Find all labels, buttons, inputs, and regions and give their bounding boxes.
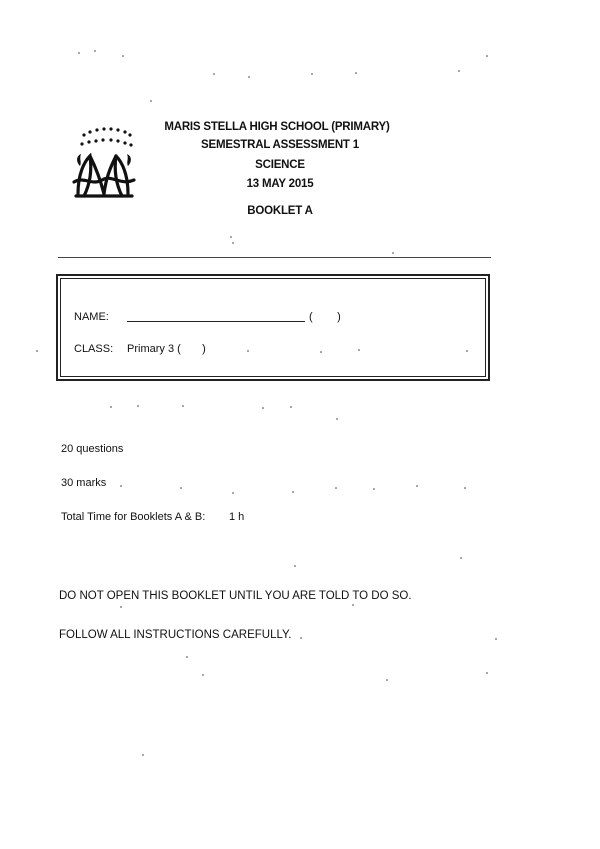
name-field[interactable] [127, 321, 305, 322]
class-field[interactable]: Primary 3 ( ) [127, 343, 206, 355]
header-divider [58, 257, 491, 258]
subject-title: SCIENCE [255, 159, 305, 171]
time-label: Total Time for Booklets A & B: [61, 511, 206, 523]
index-number-field[interactable]: ( ) [309, 311, 341, 323]
class-label: CLASS: [74, 343, 114, 355]
follow-instructions: FOLLOW ALL INSTRUCTIONS CAREFULLY. [59, 629, 292, 641]
do-not-open-instruction: DO NOT OPEN THIS BOOKLET UNTIL YOU ARE TOLD TO DO SO. [59, 590, 412, 602]
exam-date: 13 MAY 2015 [246, 178, 314, 190]
school-crest-icon [70, 122, 146, 204]
school-name: MARIS STELLA HIGH SCHOOL (PRIMARY) [164, 121, 390, 133]
time-value: 1 h [229, 511, 245, 523]
total-marks: 30 marks [61, 477, 107, 489]
booklet-label: BOOKLET A [247, 205, 313, 217]
assessment-title: SEMESTRAL ASSESSMENT 1 [201, 139, 359, 151]
student-info-box-inner [60, 278, 486, 377]
name-label: NAME: [74, 311, 109, 323]
question-count: 20 questions [61, 443, 124, 455]
